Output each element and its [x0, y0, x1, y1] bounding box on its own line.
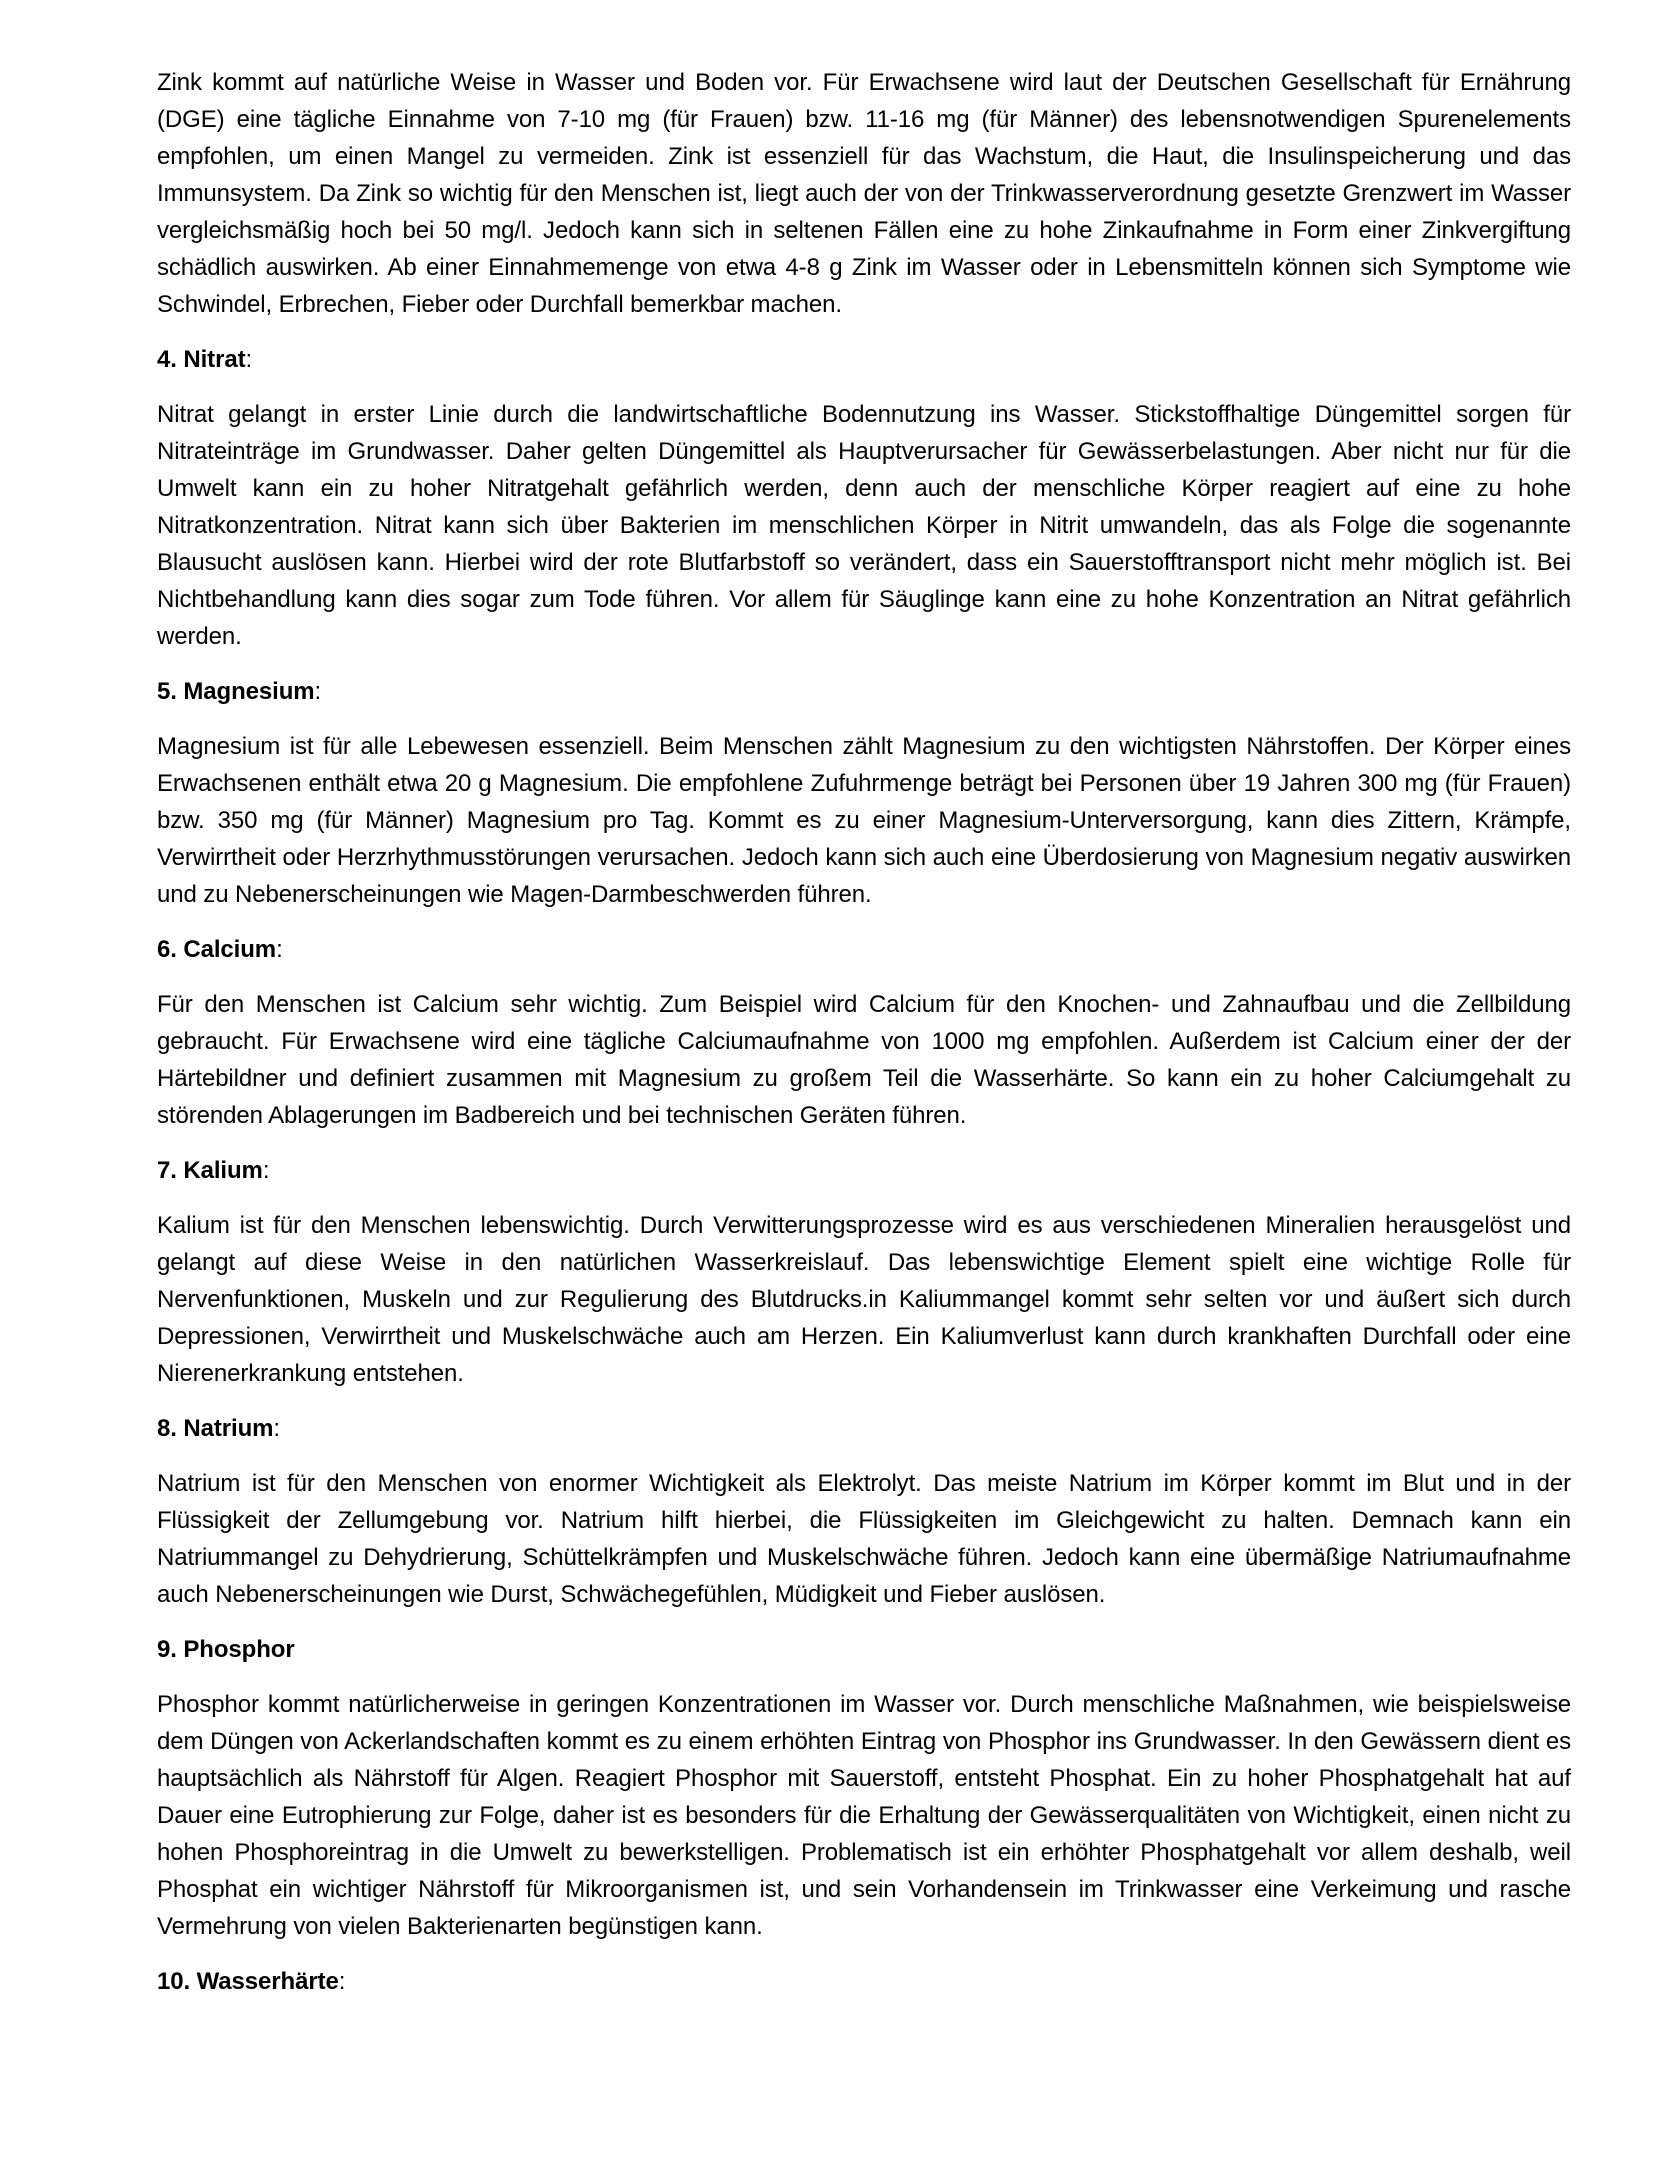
heading-phosphor	[157, 1631, 1571, 1668]
paragraph-kalium: Kalium ist für den Menschen lebenswichtig. Durch Verwitterungsprozesse wird es aus verschiedenen Mineralien herausgelöst und gelangt auf diese Weise in den natürlichen Wasserkreislauf. Das lebenswichtige Element spielt eine wichtige Rolle für Nervenfunktionen, Muskeln und zur Regulierung des Blutdrucks.in Kaliummangel kommt sehr selten vor und äußert sich durch Depressionen, Verwirrtheit und Muskelschwäche auch am Herzen. Ein Kaliumverlust kann durch krankhaften Durchfall oder eine Nierenerkrankung entstehen.	[157, 1212, 1571, 1387]
heading-natrium-colon: :	[273, 1415, 280, 1442]
heading-wasserhaerte	[157, 1963, 1571, 2000]
heading-nitrat	[157, 341, 1571, 378]
heading-nitrat-label: 4. Nitrat	[157, 346, 246, 373]
heading-natrium-label: 8. Natrium	[157, 1415, 274, 1442]
heading-kalium	[157, 1152, 1571, 1189]
heading-wasserhaerte-colon: :	[338, 1968, 346, 1995]
heading-magnesium-colon: :	[314, 678, 322, 705]
paragraph-natrium: Natrium ist für den Menschen von enormer Wichtigkeit als Elektrolyt. Das meiste Natrium im Körper kommt im Blut und in der Flüssigkeit der Zellumgebung vor. Natrium hilft hierbei, die Flüssigkeiten im Gleichgewicht zu halten. Demnach kann ein Natriummangel zu Dehydrierung, Schüttelkrämpfen und Muskelschwäche führen. Jedoch kann eine übermäßige Natriumaufnahme auch Nebenerscheinungen wie Durst, Schwächegefühlen, Müdigkeit und Fieber auslösen.	[157, 1470, 1571, 1608]
heading-kalium-label: 7. Kalium	[157, 1157, 263, 1184]
paragraph-calcium: Für den Menschen ist Calcium sehr wichtig. Zum Beispiel wird Calcium für den Knochen- und Zahnaufbau und die Zellbildung gebraucht. Für Erwachsene wird eine tägliche Calciumaufnahme von 1000 mg empfohlen. Außerdem ist Calcium einer der der Härtebildner und definiert zusammen mit Magnesium zu großem Teil die Wasserhärte. So kann ein zu hoher Calciumgehalt zu störenden Ablagerungen im Badbereich und bei technischen Geräten führen.	[157, 991, 1571, 1129]
paragraph-zink: Zink kommt auf natürliche Weise in Wasser und Boden vor. Für Erwachsene wird laut der Deutschen Gesellschaft für Ernährung (DGE) eine tägliche Einnahme von 7-10 mg (für Frauen) bzw. 11-16 mg (für Männer) des lebensnotwendigen Spurenelements empfohlen, um einen Mangel zu vermeiden. Zink ist essenziell für das Wachstum, die Haut, die Insulinspeicherung und das Immunsystem. Da Zink so wichtig für den Menschen ist, liegt auch der von der Trinkwasserverordnung gesetzte Grenzwert im Wasser vergleichsmäßig hoch bei 50 mg/l. Jedoch kann sich in seltenen Fällen eine zu hohe Zinkaufnahme in Form einer Zinkvergiftung schädlich auswirken. Ab einer Einnahmemenge von etwa 4-8 g Zink im Wasser oder in Lebensmitteln können sich Symptome wie Schwindel, Erbrechen, Fieber oder Durchfall bemerkbar machen.	[157, 69, 1571, 318]
heading-calcium-colon: :	[276, 936, 283, 963]
heading-phosphor-label: 9. Phosphor	[157, 1636, 295, 1663]
heading-magnesium-label: 5. Magnesium	[157, 678, 315, 705]
heading-calcium-label: 6. Calcium	[157, 936, 277, 963]
paragraph-magnesium: Magnesium ist für alle Lebewesen essenziell. Beim Menschen zählt Magnesium zu den wichtigsten Nährstoffen. Der Körper eines Erwachsenen enthält etwa 20 g Magnesium. Die empfohlene Zufuhrmenge beträgt bei Personen über 19 Jahren 300 mg (für Frauen) bzw. 350 mg (für Männer) Magnesium pro Tag. Kommt es zu einer Magnesium-Unterversorgung, kann dies Zittern, Krämpfe, Verwirrtheit oder Herzrhythmusstörungen verursachen. Jedoch kann sich auch eine Überdosierung von Magnesium negativ auswirken und zu Nebenerscheinungen wie Magen-Darmbeschwerden führen.	[157, 733, 1571, 908]
heading-wasserhaerte-label: 10. Wasserhärte	[157, 1968, 339, 1995]
paragraph-phosphor: Phosphor kommt natürlicherweise in geringen Konzentrationen im Wasser vor. Durch menschliche Maßnahmen, wie beispielsweise dem Düngen von Ackerlandschaften kommt es zu einem erhöhten Eintrag von Phosphor ins Grundwasser. In den Gewässern dient es hauptsächlich als Nährstoff für Algen. Reagiert Phosphor mit Sauerstoff, entsteht Phosphat. Ein zu hoher Phosphatgehalt hat auf Dauer eine Eutrophierung zur Folge, daher ist es besonders für die Erhaltung der Gewässerqualitäten von Wichtigkeit, einen nicht zu hohen Phosphoreintrag in die Umwelt zu bewerkstelligen. Problematisch ist ein erhöhter Phosphatgehalt vor allem deshalb, weil Phosphat ein wichtiger Nährstoff für Mikroorganismen ist, und sein Vorhandensein im Trinkwasser eine Verkeimung und rasche Vermehrung von vielen Bakterienarten begünstigen kann.	[157, 1691, 1571, 1940]
paragraph-nitrat: Nitrat gelangt in erster Linie durch die landwirtschaftliche Bodennutzung ins Wasser. Stickstoffhaltige Düngemittel sorgen für Nitrateinträge im Grundwasser. Daher gelten Düngemittel als Hauptverursacher für Gewässerbelastungen. Aber nicht nur für die Umwelt kann ein zu hoher Nitratgehalt gefährlich werden, denn auch der menschliche Körper reagiert auf eine zu hohe Nitratkonzentration. Nitrat kann sich über Bakterien im menschlichen Körper in Nitrit umwandeln, das als Folge die sogenannte Blausucht auslösen kann. Hierbei wird der rote Blutfarbstoff so verändert, dass ein Sauerstofftransport nicht mehr möglich ist. Bei Nichtbehandlung kann dies sogar zum Tode führen. Vor allem für Säuglinge kann eine zu hohe Konzentration an Nitrat gefährlich werden.	[157, 401, 1571, 650]
heading-nitrat-colon: :	[245, 346, 253, 373]
heading-calcium	[157, 931, 1571, 968]
heading-magnesium	[157, 673, 1571, 710]
heading-kalium-colon: :	[262, 1157, 270, 1184]
heading-natrium	[157, 1410, 1571, 1447]
